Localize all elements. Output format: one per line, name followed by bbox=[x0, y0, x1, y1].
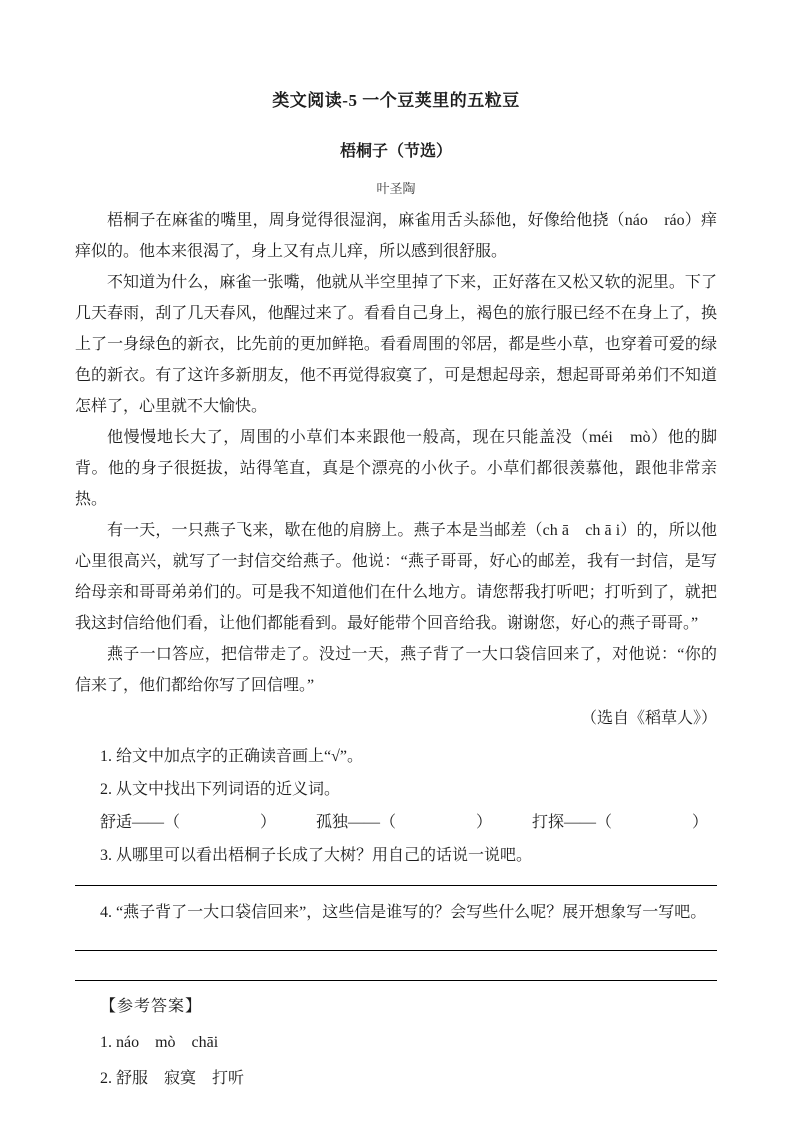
paragraph-4: 有一天，一只燕子飞来，歇在他的肩膀上。燕子本是当邮差（ch ā ch ā i）的，所以他心里很高兴，就写了一封信交给燕子。他说：“燕子哥哥，好心的邮差，我有一封信，是写给母亲和哥哥弟弟们的。可是我不知道他们在什么地方。请您帮我打听吧；打听到了，就把我这封信给他们看，让他们都能看到。最好能带个回音给我。谢谢您，好心的燕子哥哥。” bbox=[75, 522, 717, 632]
page-title: 类文阅读-5 一个豆荚里的五粒豆 bbox=[272, 91, 520, 110]
paragraph-1: 梧桐子在麻雀的嘴里，周身觉得很湿润，麻雀用舌头舔他，好像给他挠（náo ráo）痒痒似的。他本来很渴了，身上又有点儿痒，所以感到很舒服。 bbox=[75, 212, 717, 260]
answer-key-section bbox=[100, 989, 717, 1097]
author-name: 叶圣陶 bbox=[376, 181, 416, 196]
question-1: 1. 给文中加点字的正确读音画上“√”。 bbox=[100, 748, 363, 765]
passage-title: 梧桐子（节选） bbox=[339, 143, 452, 160]
passage-body bbox=[75, 205, 717, 701]
answer-key-item-1: 1. náo mò chāi bbox=[100, 1034, 219, 1051]
paragraph-3: 他慢慢地长大了，周围的小草们本来跟他一般高，现在只能盖没（méi mò）他的脚背。他的身子很挺拔，站得笔直，真是个漂亮的小伙子。小草们都很羡慕他，跟他非常亲热。 bbox=[75, 429, 717, 508]
answer-key-item-2: 2. 舒服 寂寞 打听 bbox=[100, 1070, 245, 1087]
paragraph-5: 燕子一口答应，把信带走了。没过一天，燕子背了一大口袋信回来了，对他说：“你的信来了，他们都给你写了回信哩。” bbox=[75, 646, 717, 694]
question-2-fill-blanks: 舒适——（ ） 孤独——（ ） 打探——（ ） bbox=[100, 814, 709, 831]
question-2: 2. 从文中找出下列词语的近义词。 bbox=[100, 781, 341, 798]
answer-write-line bbox=[75, 950, 717, 951]
question-4: 4. “燕子背了一大口袋信回来”，这些信是谁写的？会写些什么呢？展开想象写一写吧。 bbox=[100, 904, 707, 921]
questions-section bbox=[100, 740, 717, 872]
source-attribution: （选自《稻草人》） bbox=[580, 710, 717, 727]
answer-write-line bbox=[75, 980, 717, 981]
answer-write-line bbox=[75, 885, 717, 886]
paragraph-2: 不知道为什么，麻雀一张嘴，他就从半空里掉了下来，正好落在又松又软的泥里。下了几天春雨，刮了几天春风，他醒过来了。看看自己身上，褐色的旅行服已经不在身上了，换上了一身绿色的新衣，比先前的更加鲜艳。看看周围的邻居，都是些小草，也穿着可爱的绿色的新衣。有了这许多新朋友，他不再觉得寂寞了，可是想起母亲，想起哥哥弟弟们不知道怎样了，心里就不大愉快。 bbox=[75, 274, 717, 415]
question-3: 3. 从哪里可以看出梧桐子长成了大树？用自己的话说一说吧。 bbox=[100, 847, 533, 864]
answer-key-header: 【参考答案】 bbox=[100, 998, 203, 1015]
